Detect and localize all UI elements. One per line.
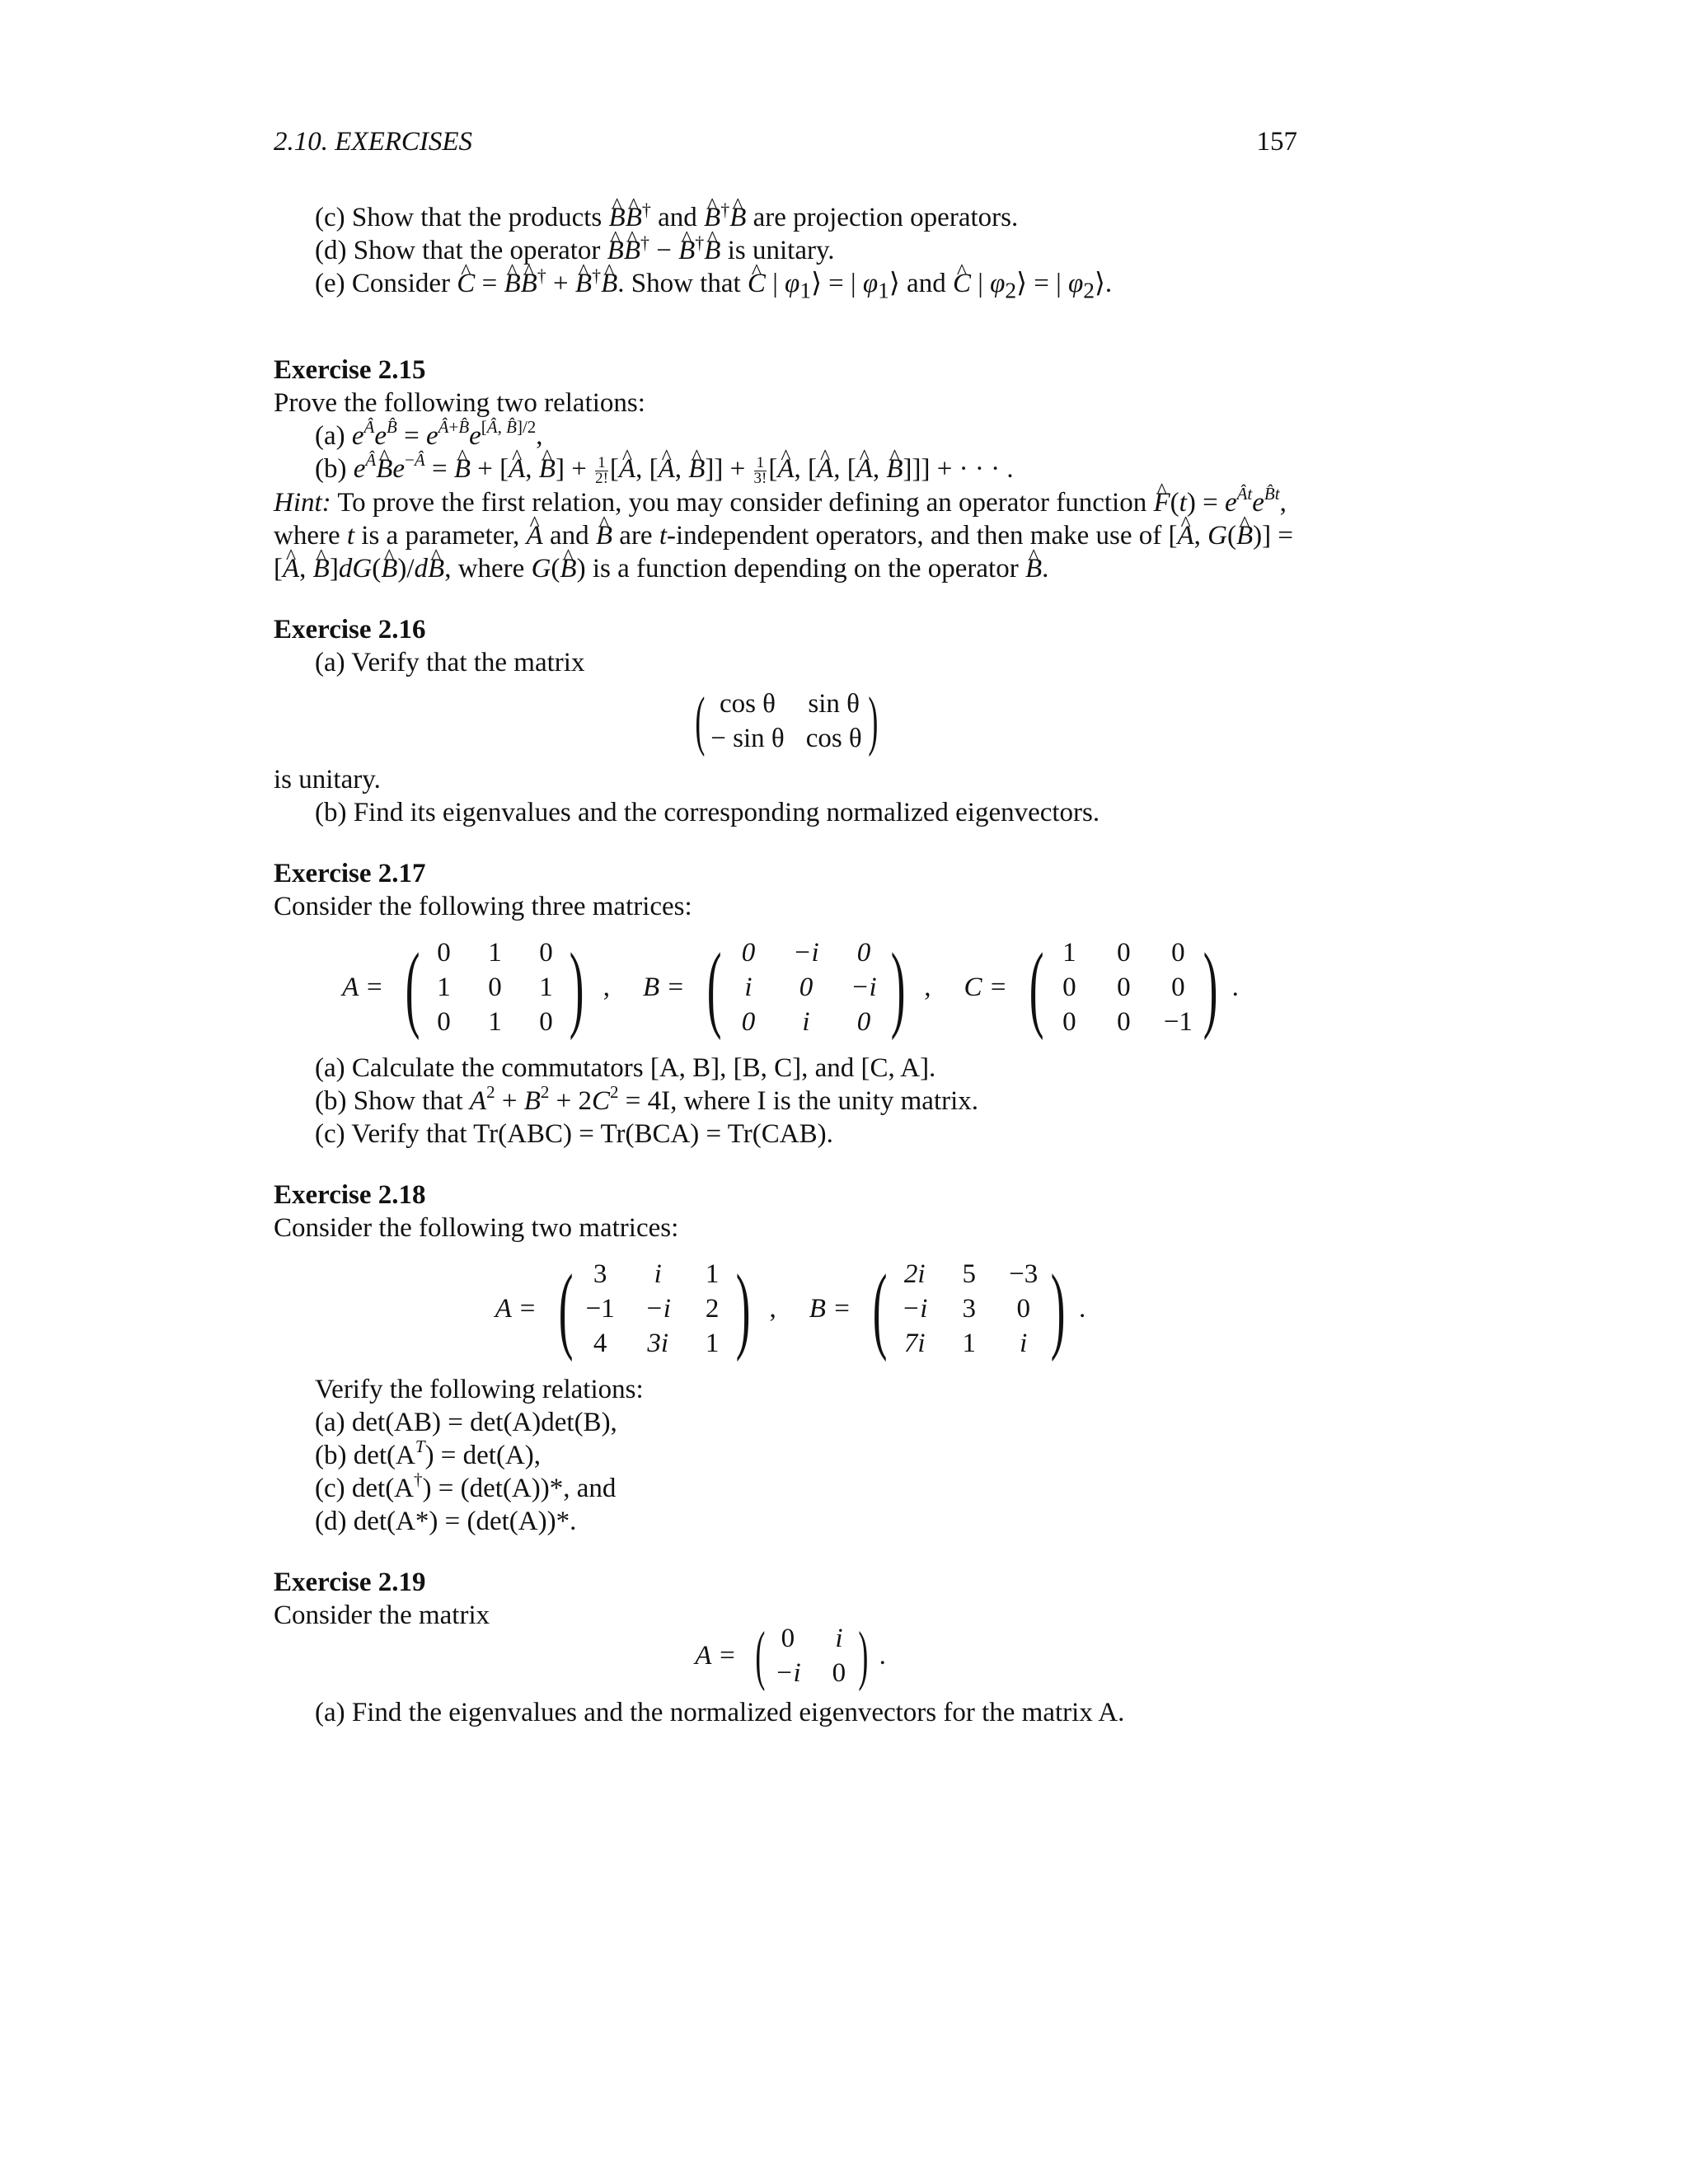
exercise-2-17-title: Exercise 2.17 [274,858,426,888]
ex15-relation-b: (b) $e^Â\^{}$ $Be^{-Â}$ = ^ B + [^ A, ^ B] + $\frac{1}{2!}$ [^ A, [^ A, ^ B]] + $\frac{1}{3!}$ [^ A, [^ A, [^ A, ^ B]]] + · · · . [274,452,1299,486]
ex15-relation-a: (a) $e^Âe^{B̂} = e^{Â+B̂}e^{[Â, B̂]/2}$, [315,416,543,451]
ex18-part-a: (a) det(AB) = det(A)det(B), [315,1407,617,1437]
ex16-after: is unitary. [274,764,381,794]
matrix-b: ( 0 −i 0 i 0 −i 0 i 0 ) [706,932,906,1041]
ex18-verify: Verify the following relations: [315,1374,644,1404]
ex18-part-c: (c) det(A†) = (det(A))*, and [315,1469,617,1503]
ex17-part-a: (a) Calculate the commutators [A, B], [B, C], and [C, A]. [315,1052,936,1083]
ex16-matrix-row [274,684,1299,757]
matrix-c-label: C = [964,972,1008,1002]
ex15-intro: Prove the following two relations: [274,387,645,418]
matrix-b-label: B = [809,1293,851,1324]
matrix-b: ( 2i 5 −3 −i 3 0 7i 1 i ) [873,1254,1066,1362]
matrix-a-label: A = [495,1293,537,1324]
matrix-b-label: B = [643,972,685,1002]
ex19-intro: Consider the matrix [274,1600,490,1630]
ex17-intro: Consider the following three matrices: [274,891,692,921]
ex19-part-a: (a) Find the eigenvalues and the normalized eigenvectors for the matrix A. [315,1697,1125,1727]
ex18-part-b: (b) $\det(A^T) = \det(A)$, [315,1436,542,1470]
matrix-a-label: A = [695,1640,737,1671]
ex14-item-d: (d) Show that the operator ^ B^ B† − ^ B†^ B is unitary. [274,234,1299,267]
matrix-a-label: A = [342,972,384,1002]
page-number: 157 [1256,127,1297,157]
matrix-c: ( 1 0 0 0 0 0 0 0 −1 ) [1029,932,1218,1041]
ex17-matrices-row: A = ( 0 1 0 1 0 1 0 1 0 ) , B = ( 0 −i 0 i 0 −i 0 i 0 ) , C = ( 1 0 0 0 0 0 0 0 −1 ) . [342,932,1239,1041]
matrix-a: ( 0 i −i 0 ) [755,1619,869,1692]
ex16-part-a: (a) Verify that the matrix [315,647,585,677]
ex17-part-b: (b) Show that $A^2 + B^2 + 2C^2 = 4I$, where I is the unity matrix. [315,1081,979,1116]
ex18-part-d: (d) det(A*) = (det(A))*. [315,1506,577,1536]
ex17-part-c: (c) Verify that Tr(ABC) = Tr(BCA) = Tr(CAB). [315,1118,833,1149]
matrix-a: ( 0 1 0 1 0 1 0 1 0 ) [405,932,584,1041]
exercise-2-19-title: Exercise 2.19 [274,1567,426,1597]
page-content [274,201,1299,1729]
matrix-a: ( 3 i 1 −1 −i 2 4 3i 1 ) [558,1254,751,1362]
ex18-matrices-row: A = ( 3 i 1 −1 −i 2 4 3i 1 ) , B = ( 2i 5 −3 −i 3 0 7i 1 i ) . [495,1254,1086,1362]
exercise-2-16-title: Exercise 2.16 [274,614,426,644]
exercise-2-15-title: Exercise 2.15 [274,354,426,385]
rotation-matrix: ( cos θ sin θ − sin θ cos θ ) [694,684,879,757]
ex14-item-c: (c) Show that the products ^ B^ B† and ^ B†^ B are projection operators. [274,201,1299,234]
exercise-2-18-title: Exercise 2.18 [274,1179,426,1210]
ex18-intro: Consider the following two matrices: [274,1212,679,1243]
ex16-part-b: (b) Find its eigenvalues and the corresponding normalized eigenvectors. [315,797,1100,827]
ex15-hint: Hint: To prove the first relation, you may consider defining an operator function ^ $F(t) = e^{Ât}e^{B̂t}$, where t is a parameter, ^ A and ^ B are t-independent operators, and then make use of [^ A, G(^ B)] = [^ A, ^ B]dG(^ B)/d^ B, where G(^ B) is a function depending on the operator ^ B. [274,486,1299,585]
ex19-matrix-row: A = ( 0 i −i 0 ) . [695,1619,886,1692]
section-title: 2.10. EXERCISES [274,127,473,157]
running-head [274,125,1297,158]
ex14-item-e: (e) Consider ^ C = ^ B^ B† + ^ B†^ B. Show that ^ C | $\varphi_1⟩$ = | $\varphi_1⟩$ and ^ C | $\varphi_2⟩$ = | $\varphi_2⟩$. [274,267,1299,307]
